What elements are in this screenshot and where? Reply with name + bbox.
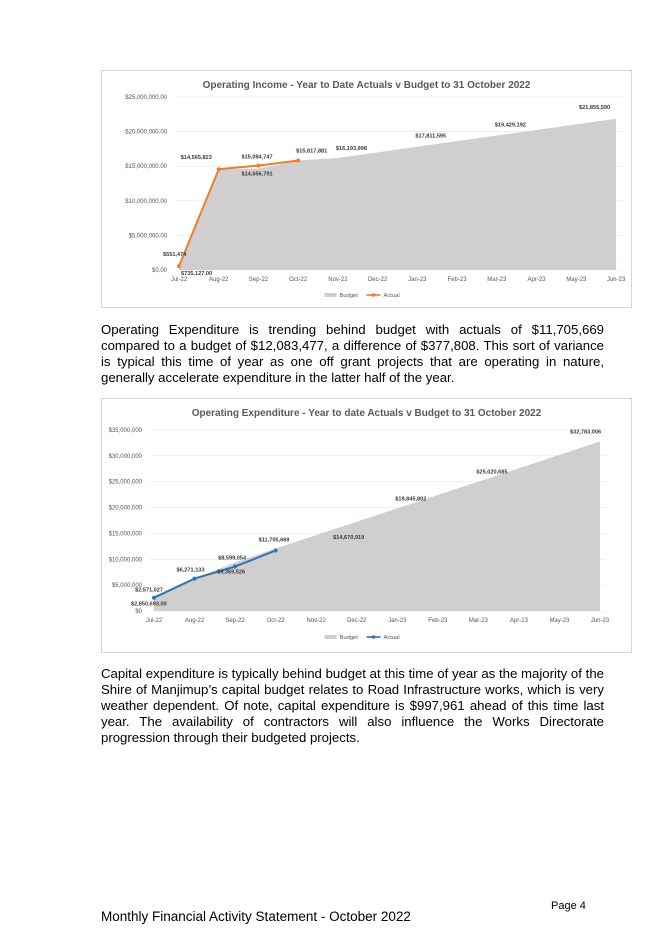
x-tick-label: May-23 — [549, 618, 570, 624]
x-tick-label: Nov-22 — [328, 277, 348, 283]
actual-point — [217, 167, 221, 171]
y-tick-label: $20,000,000 — [108, 505, 142, 512]
budget-area — [179, 119, 616, 270]
data-label: $551,474 — [163, 252, 187, 259]
data-label: $6,271,133 — [176, 567, 205, 574]
data-label: $32,783,006 — [570, 429, 602, 436]
data-label: $8,599,054 — [218, 555, 247, 562]
actual-point — [233, 565, 237, 569]
x-tick-label: Dec-22 — [367, 277, 388, 283]
legend-budget-label: Budget — [339, 635, 358, 641]
data-label: $9,369,526 — [217, 569, 246, 576]
x-tick-label: Aug-22 — [209, 277, 229, 283]
data-label: $14,670,919 — [333, 535, 365, 542]
data-label: $2,571,027 — [135, 587, 163, 594]
legend-actual-label: Actual — [383, 293, 400, 299]
x-tick-label: Oct-22 — [289, 277, 308, 283]
page-number: Page 4 — [551, 900, 586, 912]
data-label: $2,850,693.00 — [131, 601, 167, 608]
x-tick-label: Jul-22 — [145, 618, 163, 624]
budget-area — [154, 441, 600, 611]
x-tick-label: Jul-22 — [170, 277, 188, 283]
operating-expenditure-paragraph: Operating Expenditure is trending behind budget with actuals of $11,705,669 compared to a budget of $12,083,477, a difference of $377,808. This sort of variance is typical this time of year as one off grant projects that are operating in nature, generally accelerate expenditure in the latter half of the year. — [101, 322, 604, 385]
actual-point — [152, 596, 156, 600]
legend-actual-label: Actual — [383, 635, 400, 641]
x-tick-label: Jan-23 — [408, 277, 427, 283]
x-tick-label: Apr-23 — [509, 618, 528, 624]
actual-point — [256, 164, 260, 168]
legend-budget-label: Budget — [339, 293, 358, 299]
actual-point — [274, 548, 278, 552]
data-label: $17,811,595 — [415, 133, 447, 140]
y-tick-label: $10,000,000 — [108, 557, 142, 564]
data-label: $16,193,998 — [335, 145, 368, 152]
capital-expenditure-paragraph: Capital expenditure is typically behind budget at this time of year as the majority of the Shire of Manjimup’s capital budget relates to Road Infrastructure works, which is very weather dependent. Of note, capital expenditure is $997,961 ahead of this time last year. The availability of contractors will also influence the Works Directorate progression through their budgeted projects. — [101, 666, 604, 745]
y-tick-label: $35,000,000 — [108, 428, 142, 434]
x-tick-label: Sep-22 — [248, 277, 269, 283]
data-label: $735,127.00 — [181, 270, 213, 277]
legend-budget-swatch — [325, 293, 337, 297]
legend-actual-marker — [372, 293, 376, 297]
data-label: $25,020,685 — [476, 469, 508, 476]
operating-expenditure-chart-svg — [102, 399, 631, 652]
x-tick-label: Feb-23 — [428, 618, 448, 624]
y-tick-label: $20,000,000.00 — [125, 129, 167, 136]
y-tick-label: $30,000,000 — [108, 453, 142, 460]
data-label: $14,565,823 — [180, 155, 212, 162]
y-tick-label: $15,000,000.00 — [125, 164, 167, 171]
data-label: $11,705,669 — [258, 537, 290, 544]
x-tick-label: Apr-23 — [527, 277, 546, 283]
x-tick-label: Feb-23 — [447, 277, 467, 283]
actual-point — [193, 577, 197, 581]
data-label: $15,084,747 — [241, 154, 273, 161]
x-tick-label: Jan-23 — [388, 618, 407, 624]
x-tick-label: Dec-22 — [347, 618, 367, 624]
data-label: $19,845,802 — [395, 496, 427, 503]
y-tick-label: $25,000,000 — [108, 479, 142, 486]
data-label: $14,656,791 — [241, 171, 273, 178]
chart-title: Operating Income - Year to Date Actuals v Budget to 31 October 2022 — [202, 80, 531, 91]
actual-point — [296, 159, 300, 163]
chart-title: Operating Expenditure - Year to date Actuals v Budget to 31 October 2022 — [191, 408, 542, 419]
legend-budget-swatch — [325, 635, 337, 639]
y-tick-label: $10,000,000.00 — [125, 198, 167, 205]
y-tick-label: $15,000,000 — [108, 531, 142, 538]
y-tick-label: $5,000,000 — [111, 583, 142, 590]
data-label: $21,855,590 — [579, 104, 611, 111]
x-tick-label: Oct-22 — [266, 618, 285, 624]
x-tick-label: Mar-23 — [487, 277, 507, 283]
data-label: $19,429,192 — [494, 122, 526, 129]
operating-income-chart-svg — [102, 71, 631, 307]
x-tick-label: Mar-23 — [468, 618, 488, 624]
y-tick-label: $0.00 — [151, 268, 167, 274]
x-tick-label: Jun-23 — [606, 277, 626, 283]
legend-actual-marker — [372, 635, 376, 639]
actual-point — [177, 264, 181, 268]
x-tick-label: Nov-22 — [306, 618, 326, 624]
operating-income-chart — [101, 70, 632, 308]
x-tick-label: Sep-22 — [225, 618, 245, 624]
y-tick-label: $0 — [135, 609, 142, 615]
x-tick-label: May-23 — [566, 277, 587, 283]
y-tick-label: $25,000,000.00 — [125, 95, 167, 101]
operating-expenditure-chart — [101, 398, 632, 653]
data-label: $15,817,881 — [296, 148, 328, 155]
footer-title: Monthly Financial Activity Statement - October 2022 — [101, 909, 411, 924]
x-tick-label: Jun-23 — [590, 618, 610, 624]
y-tick-label: $5,000,000.00 — [128, 233, 167, 240]
x-tick-label: Aug-22 — [184, 618, 205, 624]
